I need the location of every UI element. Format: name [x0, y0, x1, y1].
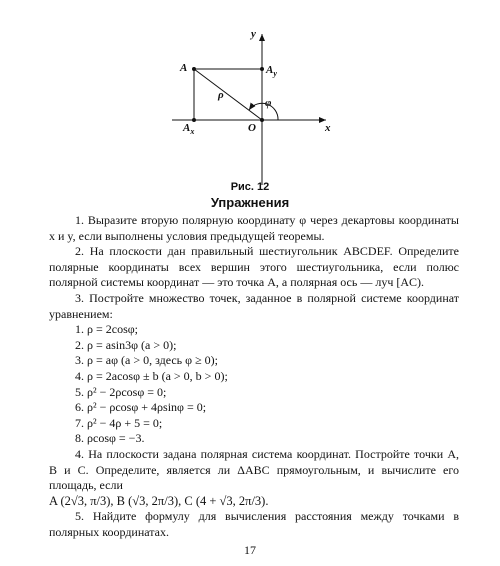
label-phi: φ: [265, 97, 272, 109]
exercise-5: 5. Найдите формулу для вычисления расстояния между точками в полярных координатах.: [49, 509, 459, 539]
equation-4: 4. ρ = 2acosφ ± b (a > 0, b > 0);: [75, 368, 228, 383]
label-o: O: [248, 122, 256, 134]
label-y-axis: y: [251, 28, 256, 40]
equation-3: 3. ρ = aφ (a > 0, здесь φ ≥ 0);: [75, 353, 218, 368]
points-formula: A (2√3, π/3), B (√3, 2π/3), C (4 + √3, 2π/3).: [49, 493, 269, 508]
exercise-3: 3. Постройте множество точек, заданное в полярной системе координат уравнением:: [49, 290, 459, 321]
label-rho: ρ: [218, 89, 224, 101]
equation-8: 8. ρcosφ = −3.: [75, 431, 145, 446]
label-a: A: [180, 62, 188, 74]
section-title: Упражнения: [210, 195, 290, 210]
point-a: [192, 67, 196, 71]
point-ay: [260, 67, 264, 71]
label-ay: $A_y$: [266, 64, 277, 78]
point-o: [260, 118, 264, 122]
angle-phi-arc: [249, 103, 278, 120]
label-x-axis: x: [325, 122, 331, 134]
page-number: 17: [244, 543, 256, 557]
exercises-block: [49, 213, 459, 540]
figure-caption: Рис. 12: [230, 181, 270, 193]
point-ax: [192, 118, 196, 122]
exercise-4: 4. На плоскости задана полярная система координат. Постройте точки A, B и C. Определите, является ли ΔABC прямоугольным, и вычислите его площадь, если: [49, 446, 459, 493]
polar-coordinates-figure: [0, 0, 500, 200]
equation-1: 1. ρ = 2cosφ;: [75, 322, 139, 337]
equation-6: 6. ρ² − ρcosφ + 4ρsinφ = 0;: [75, 400, 207, 415]
label-ax: $A_x$: [183, 122, 195, 136]
equation-7: 7. ρ² − 4ρ + 5 = 0;: [75, 415, 163, 430]
exercise-1: 1. Выразите вторую полярную координату φ через декартовы координаты x и y, если выполнены условия предыдущей теоремы.: [49, 213, 459, 243]
equation-2: 2. ρ = asin3φ (a > 0);: [75, 337, 177, 352]
radius-vector: [194, 69, 262, 120]
equation-5: 5. ρ² − 2ρcosφ = 0;: [75, 384, 167, 399]
exercise-2: 2. На плоскости дан правильный шестиугольник ABCDEF. Определите полярные координаты всех вершин этого шестиугольника, если полюс полярной системы координат — это точка A, а полярная ось — луч [AC).: [49, 244, 459, 290]
